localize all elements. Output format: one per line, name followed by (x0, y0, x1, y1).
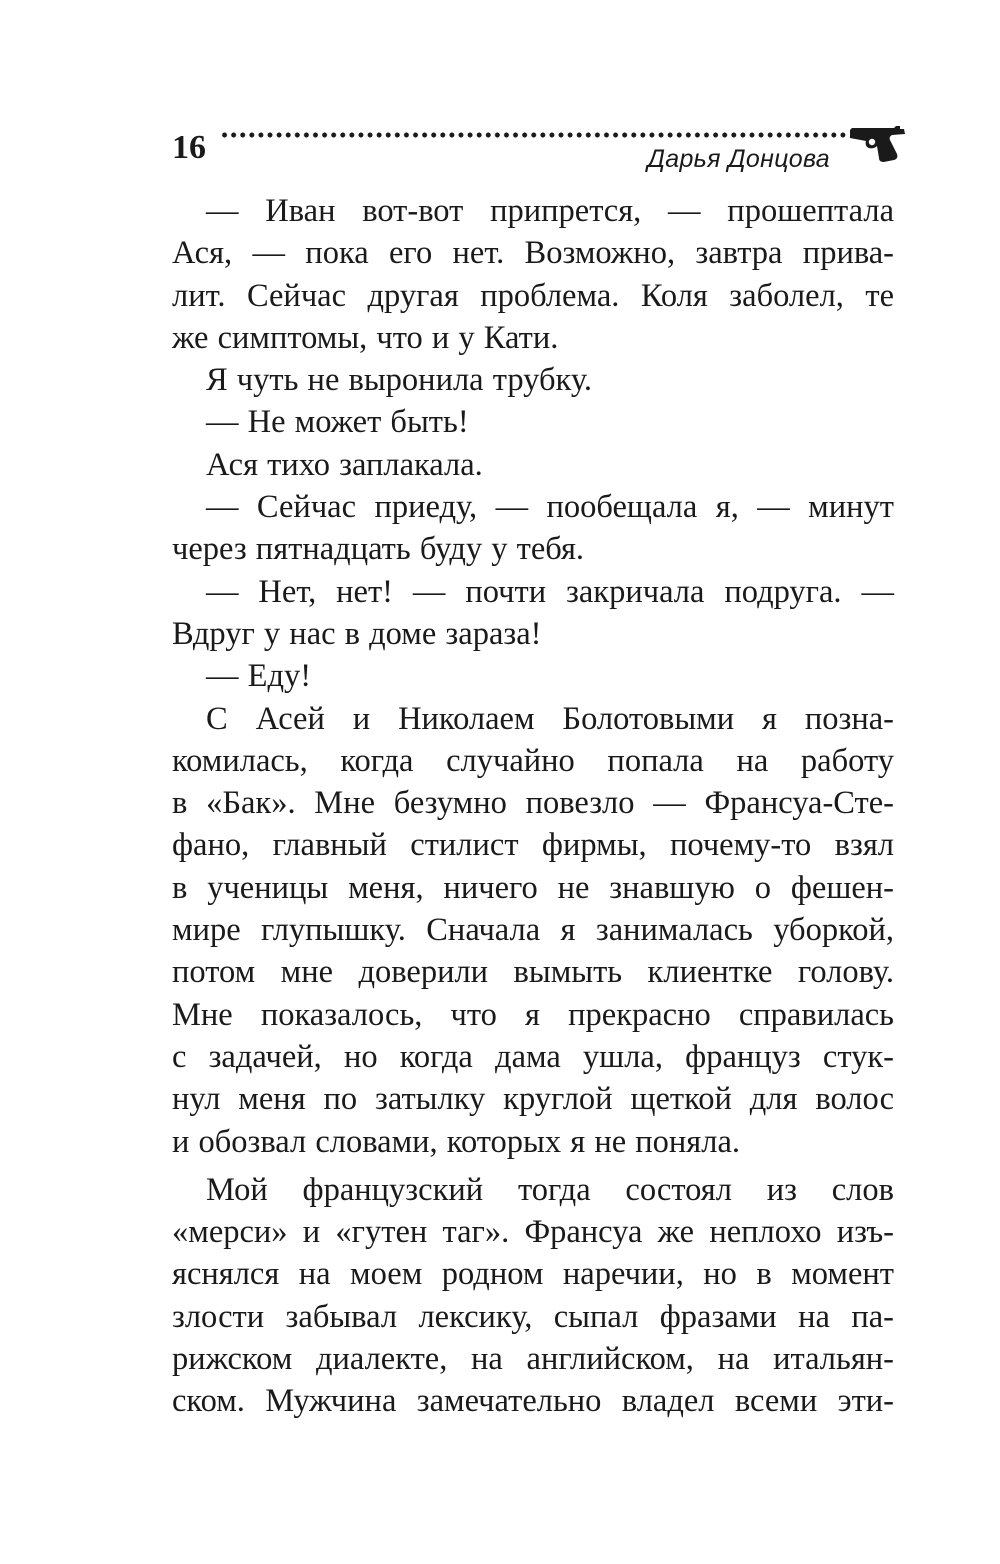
dotted-rule (220, 131, 848, 139)
running-header (172, 118, 908, 188)
text-line: злости забывал лексику, сыпал фразами на па- (172, 1298, 894, 1335)
text-line: фано, главный стилист фирмы, почему-то взял (172, 827, 894, 864)
text-line: Ася, — пока его нет. Возможно, завтра прива- (172, 235, 894, 272)
text-line: через пятнадцать буду у тебя. (172, 531, 585, 568)
text-line: в «Бак». Мне безумно повезло — Франсуа-Сте- (172, 785, 894, 822)
text-line: ском. Мужчина замечательно владел всеми эти- (172, 1383, 894, 1420)
running-title-author: Дарья Донцова (647, 145, 830, 173)
text-line: комилась, когда случайно попала на работу (172, 742, 894, 779)
text-line: рижском диалекте, на английском, на итальян- (172, 1341, 894, 1378)
text-line: — Сейчас приеду, — пообещала я, — минут (206, 489, 894, 526)
text-line: — Не может быть! (206, 404, 469, 441)
text-line: Я чуть не выронила трубку. (206, 362, 592, 399)
text-line: яснялся на моем родном наречии, но в момент (172, 1256, 894, 1293)
text-line: в ученицы меня, ничего не знавшую о фешен- (172, 869, 894, 906)
text-line: — Иван вот-вот припрется, — прошептала (206, 193, 894, 229)
text-line: «мерси» и «гутен таг». Франсуа же неплохо изъ- (172, 1214, 894, 1251)
text-line: С Асей и Николаем Болотовыми я позна- (206, 700, 894, 737)
text-line: с задачей, но когда дама ушла, француз стук- (172, 1038, 894, 1075)
text-line: Мне показалось, что я прекрасно справилась (172, 996, 894, 1033)
body-text (172, 190, 894, 1423)
text-line: — Нет, нет! — почти закричала подруга. — (206, 573, 894, 610)
text-line: — Еду! (206, 658, 312, 695)
text-line: лит. Сейчас другая проблема. Коля заболел, те (172, 277, 894, 314)
page-number: 16 (172, 129, 206, 166)
text-line: Мой французский тогда состоял из слов (206, 1171, 894, 1208)
text-line: же симптомы, что и у Кати. (172, 319, 559, 356)
revolver-icon (848, 126, 908, 166)
text-line: и обозвал словами, которых я не поняла. (172, 1123, 741, 1160)
text-line: мире глупышку. Сначала я занималась уборкой, (172, 912, 894, 949)
text-line: Ася тихо заплакала. (206, 446, 483, 483)
text-line: нул меня по затылку круглой щеткой для волос (172, 1081, 894, 1118)
text-line: Вдруг у нас в доме зараза! (172, 615, 542, 652)
text-line: потом мне доверили вымыть клиентке голову. (172, 954, 894, 991)
